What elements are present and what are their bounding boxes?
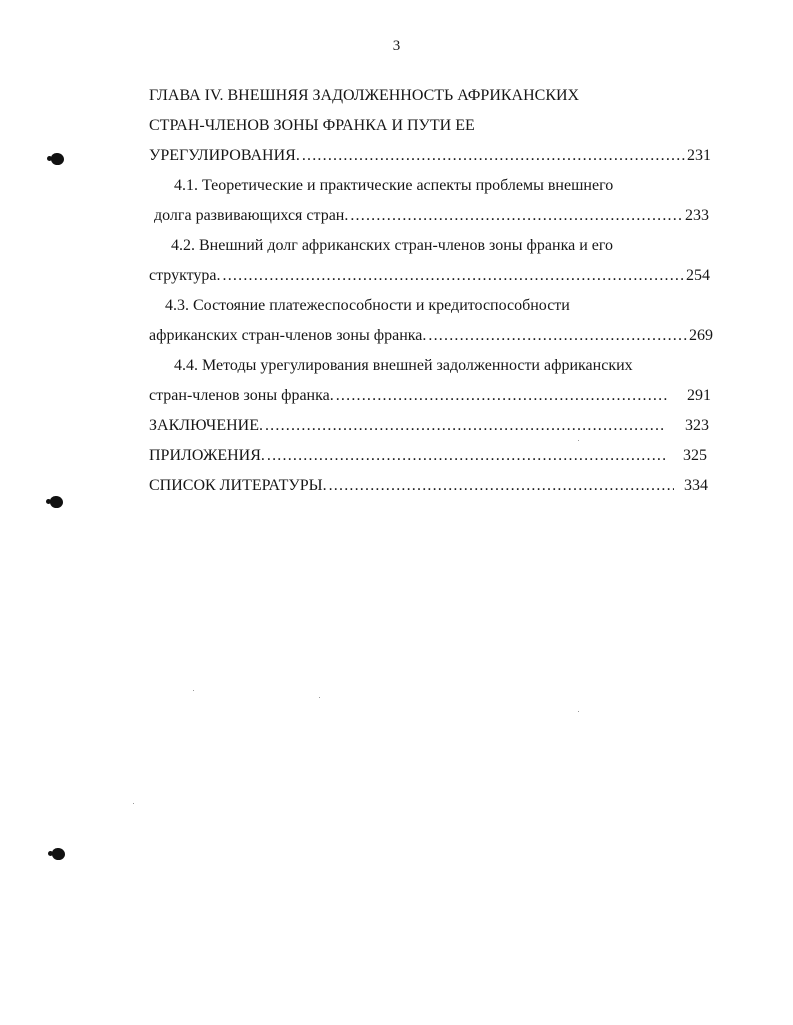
scan-speck	[133, 803, 134, 804]
section-4-1-title-line-2: долга развивающихся стран.	[154, 207, 349, 224]
toc-entry-section-4-4[interactable]	[149, 386, 711, 406]
chapter-4-title-line-2: СТРАН-ЧЛЕНОВ ЗОНЫ ФРАНКА И ПУТИ ЕЕ	[149, 117, 475, 134]
toc-entry-conclusion[interactable]	[149, 416, 709, 436]
leader-dots	[265, 416, 665, 436]
leader-dots	[350, 206, 683, 226]
toc-entry-section-4-1[interactable]	[154, 206, 709, 226]
chapter-4-title-line-1: ГЛАВА IV. ВНЕШНЯЯ ЗАДОЛЖЕННОСТЬ АФРИКАНСКИХ	[149, 87, 580, 104]
scan-speck	[578, 711, 579, 712]
bibliography-label: СПИСОК ЛИТЕРАТУРЫ.	[149, 477, 327, 494]
section-4-4-title-line-2: стран-членов зоны франка.	[149, 387, 334, 404]
leader-dots	[302, 146, 685, 166]
appendices-label: ПРИЛОЖЕНИЯ.	[149, 447, 265, 464]
scan-speck	[319, 697, 320, 698]
page-ref: 325	[683, 447, 707, 464]
scan-speck	[193, 690, 194, 691]
toc-entry-section-4-2[interactable]	[149, 266, 710, 286]
page-ref: 231	[687, 147, 711, 164]
toc-entry-appendices[interactable]	[149, 446, 707, 466]
punch-hole-mark	[52, 848, 65, 860]
page-ref: 291	[687, 387, 711, 404]
leader-dots	[329, 476, 674, 496]
section-4-4-title-line-1: 4.4. Методы урегулирования внешней задолженности африканских	[174, 357, 633, 374]
leader-dots	[267, 446, 665, 466]
chapter-4-title-line-3: УРЕГУЛИРОВАНИЯ.	[149, 147, 300, 164]
punch-hole-mark	[51, 153, 64, 165]
section-4-2-title-line-2: структура.	[149, 267, 221, 284]
toc-entry-section-4-3[interactable]	[149, 326, 713, 346]
page-ref: 233	[685, 207, 709, 224]
page-ref: 334	[684, 477, 708, 494]
section-4-3-title-line-1: 4.3. Состояние платежеспособности и кредитоспособности	[165, 297, 570, 314]
page-number: 3	[392, 38, 401, 54]
section-4-3-title-line-2: африканских стран-членов зоны франка.	[149, 327, 427, 344]
leader-dots	[336, 386, 669, 406]
page-ref: 323	[685, 417, 709, 434]
page-ref: 269	[689, 327, 713, 344]
page-ref: 254	[686, 267, 710, 284]
conclusion-label: ЗАКЛЮЧЕНИЕ.	[149, 417, 263, 434]
leader-dots	[428, 326, 687, 346]
punch-hole-mark	[50, 496, 63, 508]
scan-speck	[578, 440, 579, 441]
section-4-2-title-line-1: 4.2. Внешний долг африканских стран-членов зоны франка и его	[171, 237, 614, 254]
section-4-1-title-line-1: 4.1. Теоретические и практические аспекты проблемы внешнего	[174, 177, 614, 194]
toc-entry-bibliography[interactable]	[149, 476, 708, 496]
toc-entry-chapter-4[interactable]	[149, 146, 711, 166]
leader-dots	[223, 266, 684, 286]
